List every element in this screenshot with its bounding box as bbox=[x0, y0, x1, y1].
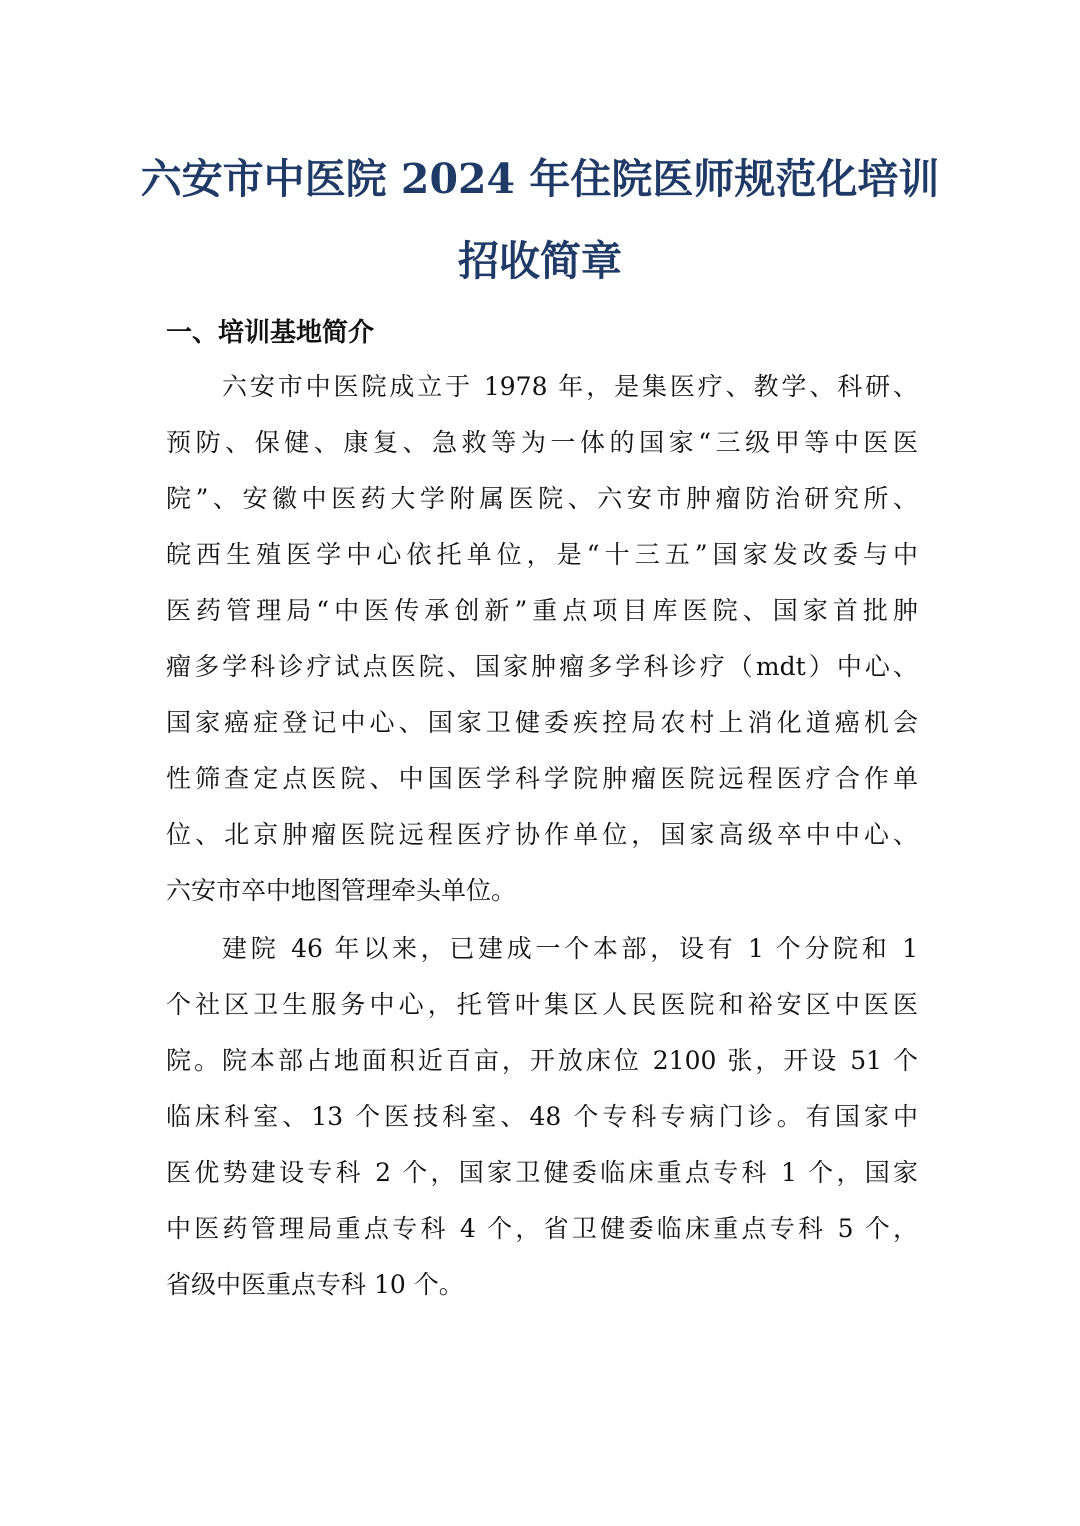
paragraph-2-line: 个社区卫生服务中心，托管叶集区人民医院和裕安区中医医 bbox=[166, 990, 918, 1019]
paragraph-2-line: 中医药管理局重点专科 4 个，省卫健委临床重点专科 5 个， bbox=[166, 1214, 918, 1243]
paragraph-1-line: 位、北京肿瘤医院远程医疗协作单位，国家高级卒中中心、 bbox=[166, 820, 918, 849]
document-title-line-2: 招收简章 bbox=[458, 237, 622, 285]
paragraph-1-line: 预防、保健、康复、急救等为一体的国家“三级甲等中医医 bbox=[166, 428, 918, 457]
paragraph-1-line: 性筛查定点医院、中国医学科学院肿瘤医院远程医疗合作单 bbox=[166, 764, 918, 793]
paragraph-1-line: 皖西生殖医学中心依托单位，是“十三五”国家发改委与中 bbox=[166, 540, 918, 569]
section-heading-training-base: 一、培训基地简介 bbox=[166, 318, 375, 348]
paragraph-1-line: 医药管理局“中医传承创新”重点项目库医院、国家首批肿 bbox=[166, 596, 918, 625]
paragraph-2-line: 医优势建设专科 2 个，国家卫健委临床重点专科 1 个，国家 bbox=[166, 1158, 918, 1187]
paragraph-1-line: 瘤多学科诊疗试点医院、国家肿瘤多学科诊疗（mdt）中心、 bbox=[166, 652, 918, 681]
paragraph-2-line: 临床科室、13 个医技科室、48 个专科专病门诊。有国家中 bbox=[166, 1102, 918, 1131]
paragraph-2-line: 院。院本部占地面积近百亩，开放床位 2100 张，开设 51 个 bbox=[166, 1046, 918, 1075]
paragraph-2-line: 省级中医重点专科 10 个。 bbox=[166, 1270, 464, 1299]
paragraph-1-line: 国家癌症登记中心、国家卫健委疾控局农村上消化道癌机会 bbox=[166, 708, 918, 737]
document-title-line-1: 六安市中医院 2024 年住院医师规范化培训 bbox=[140, 155, 940, 203]
paragraph-1-line: 院”、安徽中医药大学附属医院、六安市肿瘤防治研究所、 bbox=[166, 484, 918, 513]
paragraph-2-line: 建院 46 年以来，已建成一个本部，设有 1 个分院和 1 bbox=[222, 934, 918, 963]
paragraph-1-line: 六安市卒中地图管理牵头单位。 bbox=[166, 876, 517, 905]
paragraph-1-line: 六安市中医院成立于 1978 年，是集医疗、教学、科研、 bbox=[222, 372, 918, 401]
